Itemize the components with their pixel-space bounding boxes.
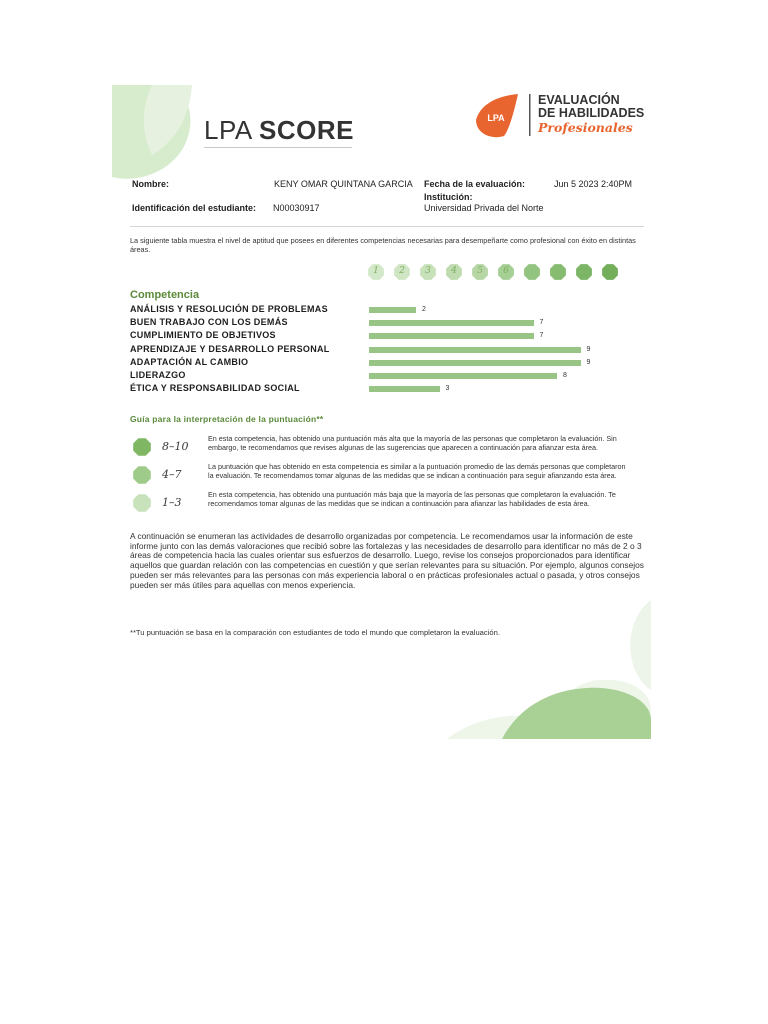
student-id-value: N00030917 [273, 203, 320, 213]
score-report-page [112, 85, 651, 739]
scale-step-8 [549, 263, 567, 281]
fecha-label: Fecha de la evaluación: [424, 179, 526, 189]
legend-description: La puntuación que has obtenido en esta competencia es similar a la puntuación promedio de las demás personas que completaron la evaluación. Te recomendamos tomar algunas de las medidas que se indican a continuación para seguir afianzando esta área. [208, 462, 626, 480]
report-title-lpa: LPA [204, 115, 252, 145]
report-title-score: SCORE [259, 115, 354, 145]
competency-name: APRENDIZAJE Y DESARROLLO PERSONAL [130, 343, 330, 354]
competency-name: CUMPLIMIENTO DE OBJETIVOS [130, 330, 276, 341]
scale-step-7 [523, 263, 541, 281]
logo-wordmark [538, 94, 644, 120]
competency-bar [369, 373, 557, 379]
scale-step-2 [393, 263, 411, 281]
nombre-value: KENY OMAR QUINTANA GARCIA [274, 179, 413, 189]
scale-step-6 [497, 263, 515, 281]
scale-step-10 [601, 263, 619, 281]
legend-description: En esta competencia, has obtenido una puntuación más alta que la mayoría de las personas que completaron la evaluación. Sin embargo, te recomendamos que revises algunas de las sugerencias que aparecen a continuación para afianzar esta área. [208, 434, 617, 452]
scale-step-4 [445, 263, 463, 281]
legend-description: En esta competencia, has obtenido una puntuación más baja que la mayoría de las personas que completaron la evaluación. Te recomendamos tomar algunas de las medidas que se indican a continuación para afianzar las habilidades de esta área. [208, 490, 616, 508]
scale-step-5 [471, 263, 489, 281]
legend-range: 8–10 [162, 440, 189, 453]
scale-step-label: 5 [477, 266, 483, 276]
scale-step-label: 6 [503, 266, 509, 276]
competency-score: 8 [563, 372, 567, 379]
scale-step-label: 1 [373, 266, 379, 276]
competency-bar [369, 333, 534, 339]
scale-step-3 [419, 263, 437, 281]
legend-octagon-icon [132, 437, 152, 457]
competency-score: 3 [445, 385, 450, 393]
scale-step-9 [575, 263, 593, 281]
competency-score: 2 [422, 306, 426, 313]
competency-name: ANÁLISIS Y RESOLUCIÓN DE PROBLEMAS [130, 304, 328, 314]
divider [130, 226, 644, 227]
report-title [204, 115, 354, 146]
competency-bar [369, 307, 416, 313]
competency-name: LIDERAZGO [130, 370, 186, 380]
institucion-label: Institución: [424, 192, 473, 202]
legend-octagon-icon [132, 493, 152, 513]
development-paragraph: A continuación se enumeran las actividades de desarrollo organizadas por competencia. Le recomendamos usar la información de este informe junto con las demás valoraciones que recibió sobre las fortalezas y las necesidades de desarrollo para identificar no más de 2 o 3 áreas de competencia hacia las cuales orientar sus esfuerzos de desarrollo. Luego, revise los consejos proporcionados para identificar aquellos que guardan relación con las competencias en cuestión y que serían relevantes para su situación. Por ejemplo, algunos consejos pueden ser más relevantes para las personas con más experiencia laboral o en prácticas profesionales actual o pasada, y otros consejos pueden ser más útiles para aquellas con menos experiencia. [130, 531, 644, 590]
logo-line-1: EVALUACIÓN [538, 93, 620, 107]
scale-step-label: 2 [399, 266, 405, 276]
competency-bar [369, 386, 440, 392]
decorative-blob-bottom [447, 680, 651, 739]
competency-score: 9 [586, 358, 591, 366]
lpa-logo-mark: LPA [487, 113, 505, 123]
competency-name: ADAPTACIÓN AL CAMBIO [130, 356, 249, 367]
institucion-value: Universidad Privada del Norte [424, 203, 544, 213]
competency-score: 9 [586, 345, 591, 353]
intro-text: La siguiente tabla muestra el nivel de aptitud que posees en diferentes competencias necesarias para desempeñarte como profesional con éxito en distintas áreas. [130, 236, 636, 254]
decorative-blob-top-left-light [132, 85, 192, 165]
footnote: **Tu puntuación se basa en la comparación con estudiantes de todo el mundo que completaron la evaluación. [130, 628, 500, 637]
logo-subtitle: Profesionales [538, 120, 633, 135]
student-id-label: Identificación del estudiante: [132, 203, 257, 213]
competencies-heading: Competencia [130, 289, 200, 301]
title-underline [204, 147, 352, 148]
competency-score: 7 [539, 319, 544, 327]
scale-step-label: 3 [425, 266, 431, 276]
competency-name: BUEN TRABAJO CON LOS DEMÁS [130, 317, 288, 328]
decorative-blob-right [617, 600, 651, 690]
lpa-logo-divider [529, 94, 531, 136]
competency-name: ÉTICA Y RESPONSABILIDAD SOCIAL [130, 383, 300, 394]
scale-step-1 [367, 263, 385, 281]
legend-octagon-icon [132, 465, 152, 485]
competency-bar [369, 320, 534, 326]
scale-step-label: 4 [451, 266, 457, 276]
legend-range: 1–3 [162, 496, 182, 509]
guide-heading: Guía para la interpretación de la puntuación** [130, 414, 324, 424]
legend-range: 4–7 [162, 468, 182, 481]
competency-bar [369, 360, 581, 366]
fecha-value: Jun 5 2023 2:40PM [554, 179, 633, 189]
competency-score: 7 [539, 332, 544, 340]
competency-bar [369, 347, 581, 353]
logo-line-2: DE HABILIDADES [538, 106, 645, 120]
nombre-label: Nombre: [132, 179, 170, 189]
